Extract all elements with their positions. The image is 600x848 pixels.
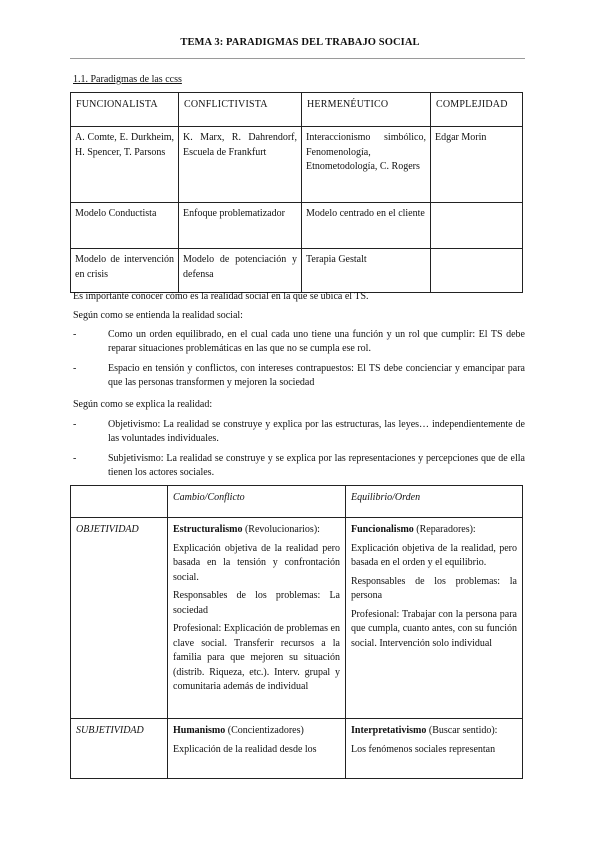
list-item xyxy=(73,328,525,356)
cell-paragraph: Explicación de la realidad desde los xyxy=(173,743,317,755)
cell-text: Modelo centrado en el cliente xyxy=(306,208,425,219)
list-item-text: Objetivismo: La realidad se construye y explica por las estructuras, las leyes… independientemente de las voluntades individuales. xyxy=(108,419,525,444)
list-item xyxy=(73,452,525,480)
paradigm-matrix-table xyxy=(70,485,523,779)
bullet-dash: - xyxy=(73,419,77,430)
bullet-dash: - xyxy=(73,329,77,340)
section-subtitle: 1.1. Paradigmas de las ccss xyxy=(73,74,182,85)
cell-text: Modelo Conductista xyxy=(75,208,157,219)
paradigms-table xyxy=(70,92,523,293)
table-cell xyxy=(302,203,431,249)
table-cell xyxy=(71,249,179,293)
row-label-objetividad: OBJETIVIDAD xyxy=(71,518,168,719)
table-cell xyxy=(431,249,523,293)
table-cell xyxy=(71,203,179,249)
table-cell xyxy=(302,249,431,293)
cell-text: A. Comte, E. Durkheim, H. Spencer, T. Parsons xyxy=(75,132,174,158)
cell-heading-rest: (Concientizadores) xyxy=(225,725,304,736)
section2-list xyxy=(73,418,525,480)
cell-text xyxy=(431,203,522,209)
cell-text: Edgar Morin xyxy=(435,132,487,143)
cell-heading-rest: (Buscar sentido): xyxy=(426,725,498,736)
humanismo-cell xyxy=(168,719,346,779)
table-cell xyxy=(71,127,179,203)
list-item-text: Subjetivismo: La realidad se construye y se explica por las representaciones y percepciones que de ella tienen los actores sociales. xyxy=(108,453,525,478)
cell-text xyxy=(431,249,522,255)
section2-lead: Según como se explica la realidad: xyxy=(73,399,213,410)
table-cell xyxy=(179,203,302,249)
cell-heading-rest: (Revolucionarios): xyxy=(242,524,320,535)
table-cell xyxy=(431,127,523,203)
bullet-dash: - xyxy=(73,363,77,374)
cell-text: Terapia Gestalt xyxy=(306,254,367,265)
list-item xyxy=(73,362,525,390)
cell-paragraph: Responsables de los problemas: la persona xyxy=(351,575,517,601)
cell-text: Modelo de intervención en crisis xyxy=(75,254,174,280)
header-complejidad: COMPLEJIDAD xyxy=(431,93,523,127)
page-title: TEMA 3: PARADIGMAS DEL TRABAJO SOCIAL xyxy=(180,37,420,48)
cell-paragraph: Los fenómenos sociales representan xyxy=(351,743,496,755)
table-cell xyxy=(431,203,523,249)
cell-text: Interaccionismo simbólico, Fenomenología, Etnometodología, C. Rogers xyxy=(306,132,426,172)
estructuralismo-cell xyxy=(168,518,346,719)
table-row xyxy=(71,719,523,779)
cell-heading-bold: Interpretativismo xyxy=(351,725,427,736)
table-row xyxy=(71,203,523,249)
cell-text: Modelo de potenciación y defensa xyxy=(183,254,297,280)
cell-heading-bold: Estructuralismo xyxy=(173,524,243,535)
header-cambio-conflicto: Cambio/Conflicto xyxy=(168,486,346,518)
funcionalismo-cell xyxy=(346,518,523,719)
cell-text: K. Marx, R. Dahrendorf, Escuela de Frankfurt xyxy=(183,132,297,158)
table-row xyxy=(71,127,523,203)
cell-paragraph: Profesional: Explicación de problemas en clave social. Transferir recursos a la familia para que mejoren su situación (distrib. Riqueza, etc.). Interv. grupal y comunitaria además de individual xyxy=(173,623,340,692)
table-cell xyxy=(179,127,302,203)
table-row xyxy=(71,518,523,719)
list-item-text: Como un orden equilibrado, en el cual cada uno tiene una función y un rol que cumplir: El TS debe reparar situaciones problemáticas en las que no se cumpla ese rol. xyxy=(108,329,525,354)
section1-lead: Según como se entienda la realidad social: xyxy=(73,310,243,321)
cell-paragraph: Profesional: Trabajar con la persona para que cumpla, cuanto antes, con su función social. Intervención solo individual xyxy=(351,608,517,649)
cell-heading-rest: (Reparadores): xyxy=(413,524,476,535)
cell-heading xyxy=(351,724,517,739)
table-row xyxy=(71,249,523,293)
table-header-row xyxy=(71,486,523,518)
header-funcionalista: FUNCIONALISTA xyxy=(71,93,179,127)
table-header-row xyxy=(71,93,523,127)
cell-heading xyxy=(173,523,340,538)
cell-text: Enfoque problematizador xyxy=(183,208,285,219)
title-divider xyxy=(70,58,525,59)
cell-heading xyxy=(351,523,517,538)
cell-heading xyxy=(173,724,340,739)
list-item xyxy=(73,418,525,446)
cell-paragraph: Explicación objetiva de la realidad pero basada en la tensión y confrontación social. xyxy=(173,542,340,583)
table-cell xyxy=(302,127,431,203)
table-cell xyxy=(179,249,302,293)
cell-paragraph: Explicación objetiva de la realidad, pero basada en el orden y el equilibrio. xyxy=(351,542,517,568)
header-conflictivista: CONFLICTIVISTA xyxy=(179,93,302,127)
cell-paragraph: Responsables de los problemas: La sociedad xyxy=(173,590,340,616)
interpretativismo-cell xyxy=(346,719,523,779)
cell-heading-bold: Humanismo xyxy=(173,725,226,736)
section1-list xyxy=(73,328,525,390)
row-label-subjetividad: SUBJETIVIDAD xyxy=(71,719,168,779)
header-equilibrio-orden: Equilibrio/Orden xyxy=(346,486,523,518)
empty-header-cell xyxy=(71,486,168,518)
header-hermeneutico: HERMENÉUTICO xyxy=(302,93,431,127)
list-item-text: Espacio en tensión y conflictos, con intereses contrapuestos: El TS debe concienciar y emancipar para que las personas transformen y mejoren la sociedad xyxy=(108,363,525,388)
intro-paragraph: Es importante conocer cómo es la realidad social en la que se ubica el TS. xyxy=(73,291,369,302)
bullet-dash: - xyxy=(73,453,77,464)
cell-heading-bold: Funcionalismo xyxy=(351,524,414,535)
